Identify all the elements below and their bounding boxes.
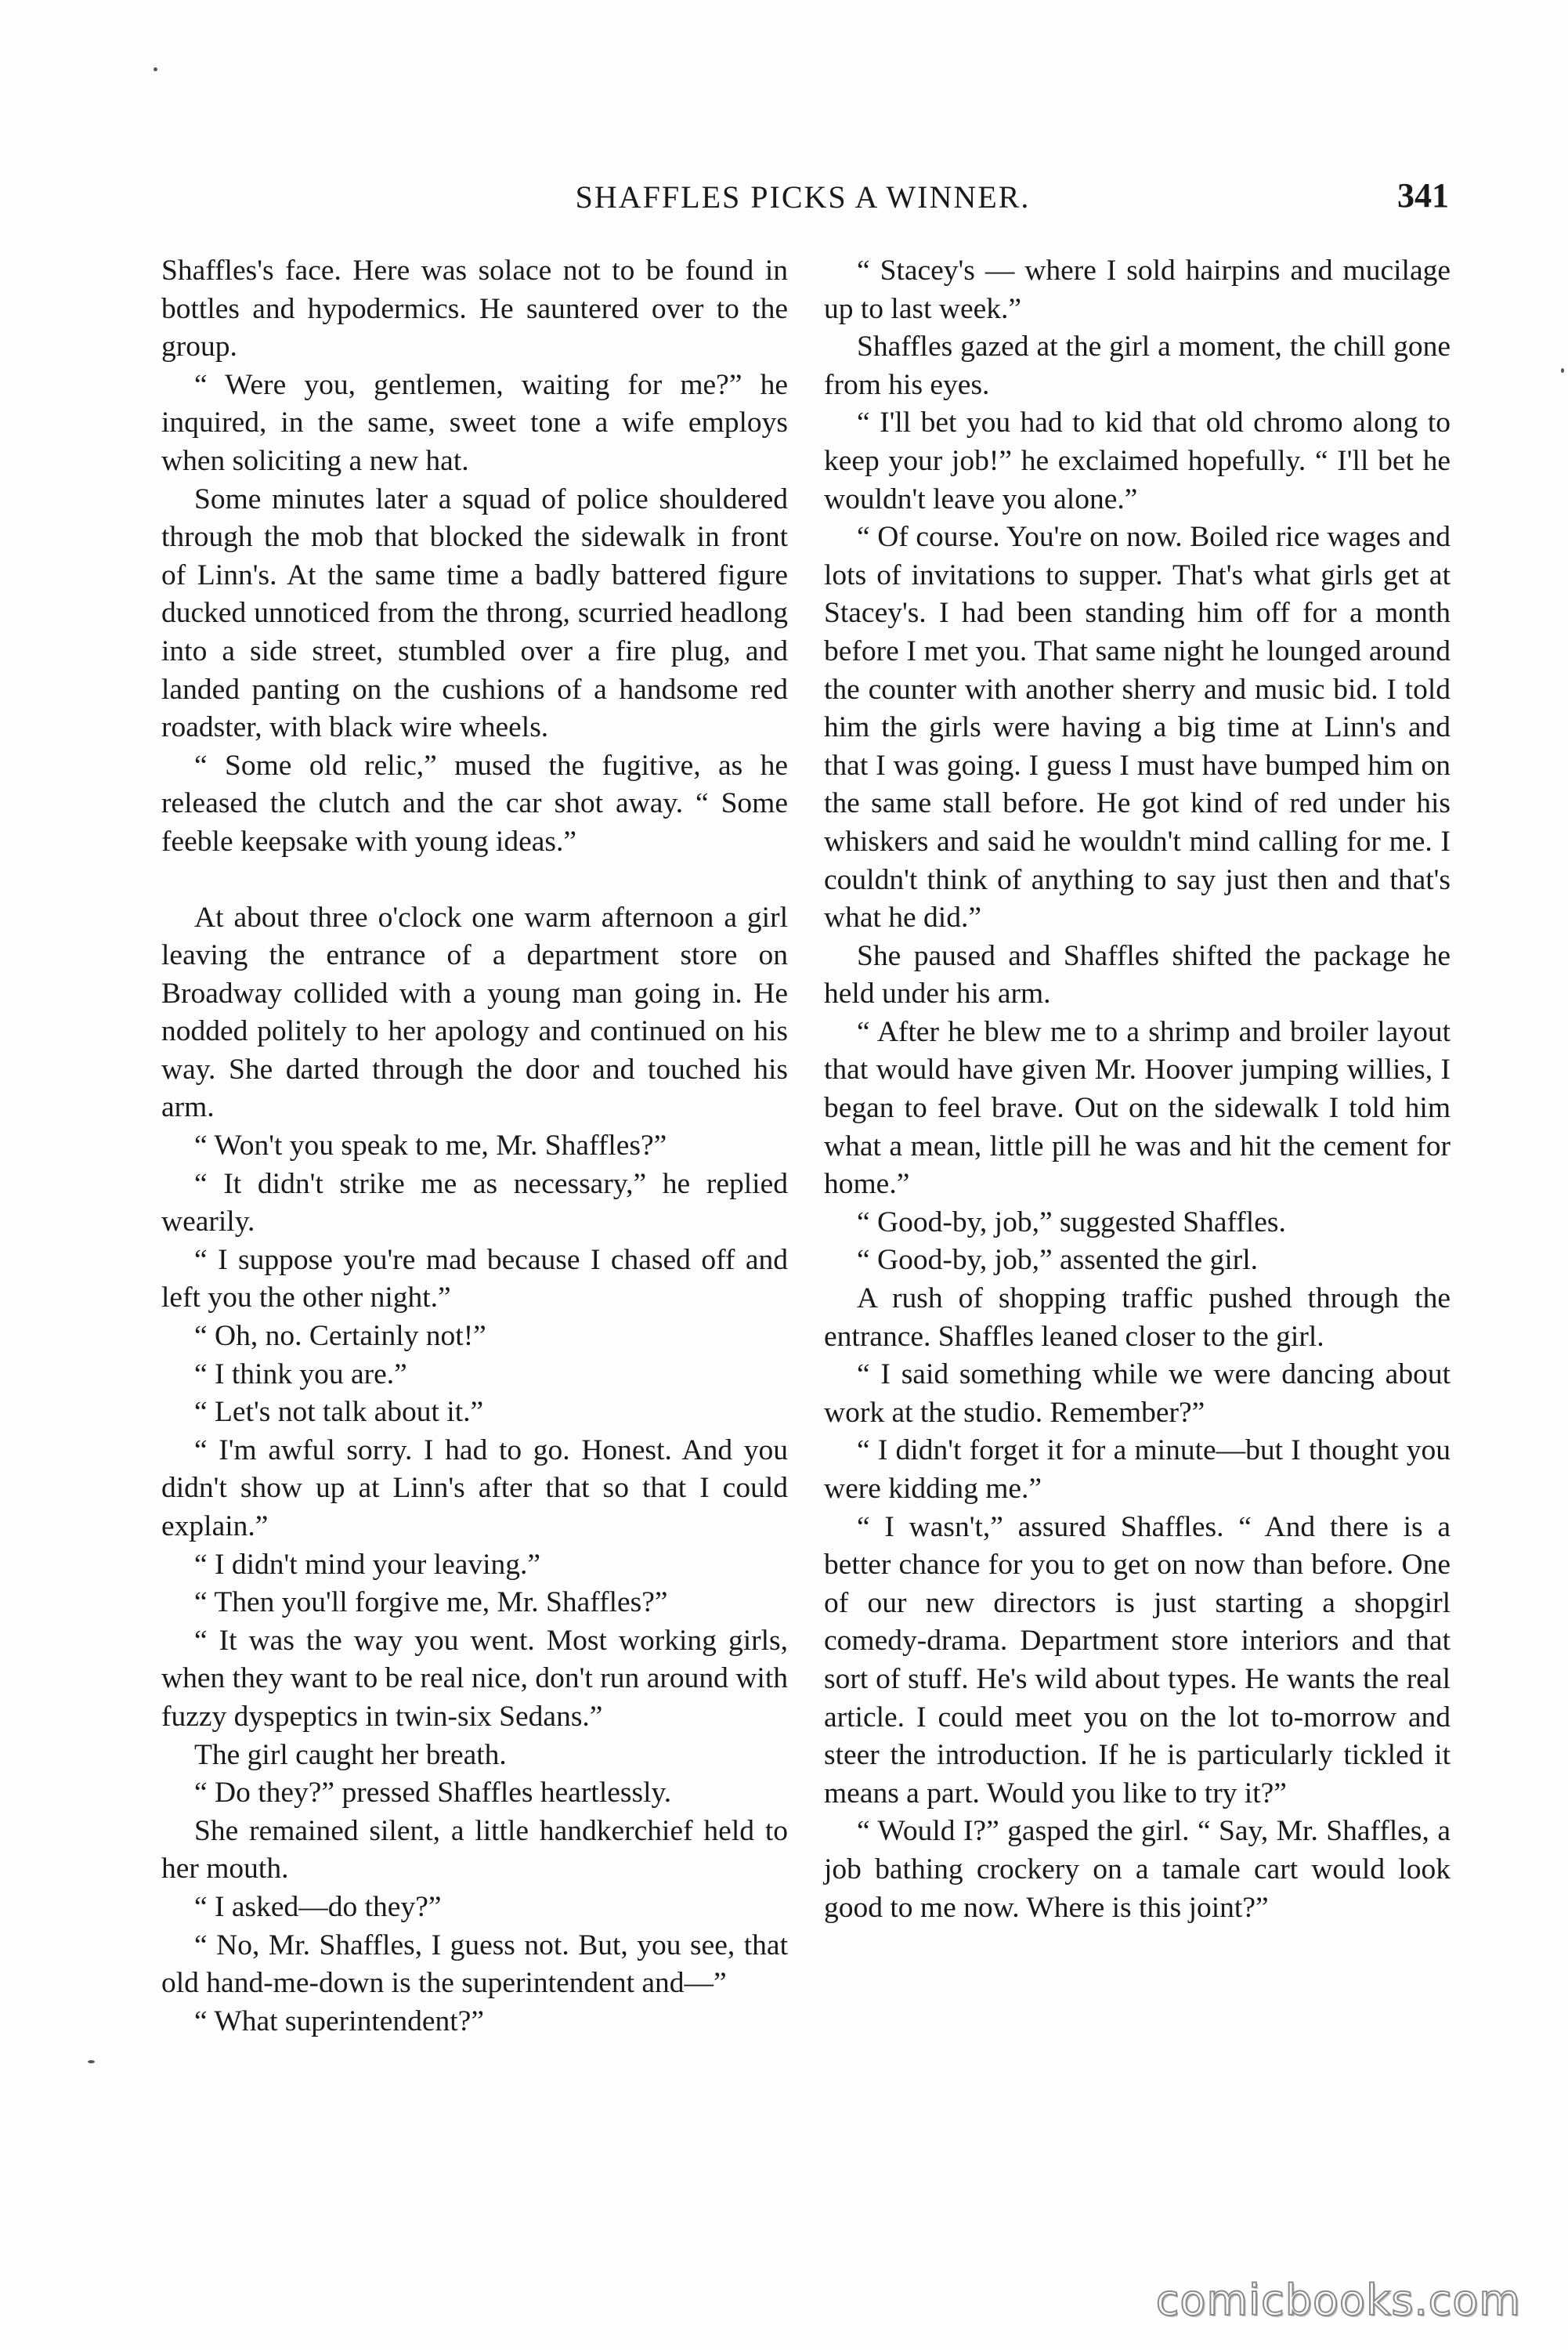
- paragraph: “ I asked—do they?”: [194, 1890, 442, 1923]
- paragraph: “ Were you, gentlemen, waiting for me?” he inquired, in the same, sweet tone a wife employs when soliciting a new hat.: [161, 368, 788, 477]
- paragraph: “ What superintendent?”: [194, 2005, 484, 2037]
- print-speck: [1561, 368, 1564, 373]
- paragraph: A rush of shopping traffic pushed through the entrance. Shaffles leaned closer to the girl.: [824, 1282, 1451, 1353]
- paragraph: “ Let's not talk about it.”: [194, 1396, 484, 1429]
- paragraph: “ Of course. You're on now. Boiled rice wages and lots of invitations to supper. That's what girls get at Stacey's. I had been standing him off for a month before I met you. That same night he lounged around the counter with another sherry and music bid. I told him the girls were having a big time at Linn's and that I was going. I guess I must have bumped him on the same stall before. He got kind of red under his whiskers and said he wouldn't mind calling for me. I couldn't think of anything to say just then and that's what he did.”: [824, 521, 1451, 935]
- paragraph: “ Would I?” gasped the girl. “ Say, Mr. Shaffles, a job bathing crockery on a tamale cart would look good to me now. Where is this joint?”: [824, 1815, 1451, 1924]
- paragraph: “ No, Mr. Shaffles, I guess not. But, you see, that old hand-me-down is the superintendent and—”: [161, 1929, 788, 2000]
- paragraph: “ Some old relic,” mused the fugitive, as he released the clutch and the car shot away. “ Some feeble keepsake with young ideas.”: [161, 749, 788, 858]
- running-head: SHAFFLES PICKS A WINNER.: [575, 179, 1031, 215]
- paragraph: “ I didn't forget it for a minute—but I thought you were kidding me.”: [824, 1434, 1451, 1505]
- print-speck: [88, 2060, 95, 2063]
- paragraph: “ I didn't mind your leaving.”: [194, 1548, 541, 1581]
- paragraph: “ I'm awful sorry. I had to go. Honest. And you didn't show up at Linn's after that so that I could explain.”: [161, 1434, 788, 1542]
- left-column: [161, 252, 788, 2041]
- paragraph: “ I suppose you're mad because I chased off and left you the other night.”: [161, 1243, 788, 1314]
- paragraph: “ Won't you speak to me, Mr. Shaffles?”: [194, 1130, 667, 1162]
- paragraph: “ Stacey's — where I sold hairpins and mucilage up to last week.”: [824, 255, 1451, 325]
- paragraph: “ I'll bet you had to kid that old chromo along to keep your job!” he exclaimed hopefully. “ I'll bet he wouldn't leave you alone.”: [824, 407, 1451, 515]
- page-number: 341: [1397, 176, 1449, 215]
- paragraph: “ Good-by, job,” assented the girl.: [857, 1244, 1259, 1277]
- paragraph: “ It didn't strike me as necessary,” he replied wearily.: [161, 1167, 788, 1238]
- paragraph: She remained silent, a little handkerchief held to her mouth.: [161, 1814, 788, 1885]
- print-speck: [154, 67, 157, 71]
- paragraph: “ I said something while we were dancing about work at the studio. Remember?”: [824, 1358, 1451, 1429]
- paragraph: “ I think you are.”: [194, 1358, 407, 1390]
- paragraph: “ Oh, no. Certainly not!”: [194, 1320, 486, 1353]
- paragraph: Shaffles gazed at the girl a moment, the chill gone from his eyes.: [824, 331, 1451, 401]
- paragraph: “ Then you'll forgive me, Mr. Shaffles?”: [194, 1586, 668, 1619]
- paragraph: Some minutes later a squad of police shouldered through the mob that blocked the sidewalk in front of Linn's. At the same time a badly battered figure ducked unnoticed from the throng, scurried headlong into a side street, stumbled over a fire plug, and landed panting on the cushions of a handsome red roadster, with black wire wheels.: [161, 483, 788, 744]
- paragraph: The girl caught her breath.: [194, 1738, 507, 1771]
- paragraph: “ It was the way you went. Most working girls, when they want to be real nice, don't run around with fuzzy dyspeptics in twin-six Sedans.”: [161, 1624, 788, 1733]
- site-watermark: comicbooks.com: [1155, 2276, 1521, 2325]
- paragraph: “ Good-by, job,” suggested Shaffles.: [857, 1206, 1286, 1238]
- page-header: [157, 176, 1449, 226]
- paragraph: At about three o'clock one warm afternoon a girl leaving the entrance of a department store on Broadway collided with a young man going in. He nodded politely to her apology and continued on his way. She darted through the door and touched his arm.: [161, 901, 788, 1124]
- paragraph: “ I wasn't,” assured Shaffles. “ And there is a better chance for you to get on now than before. One of our new directors is just starting a shopgirl comedy-drama. Department store interiors and that sort of stuff. He's wild about types. He wants the real article. I could meet you on the lot to-morrow and steer the introduction. If he is particularly tickled it means a part. Would you like to try it?”: [824, 1510, 1451, 1810]
- paragraph: “ After he blew me to a shrimp and broiler layout that would have given Mr. Hoover jumping willies, I began to feel brave. Out on the sidewalk I told him what a mean, little pill he was and hit the cement for home.”: [824, 1015, 1451, 1201]
- paragraph: “ Do they?” pressed Shaffles heartlessly.: [194, 1777, 672, 1810]
- paragraph: Shaffles's face. Here was solace not to be found in bottles and hypodermics. He sauntered over to the group.: [161, 255, 788, 363]
- paragraph: She paused and Shaffles shifted the package he held under his arm.: [824, 939, 1451, 1010]
- right-column: [824, 252, 1451, 1927]
